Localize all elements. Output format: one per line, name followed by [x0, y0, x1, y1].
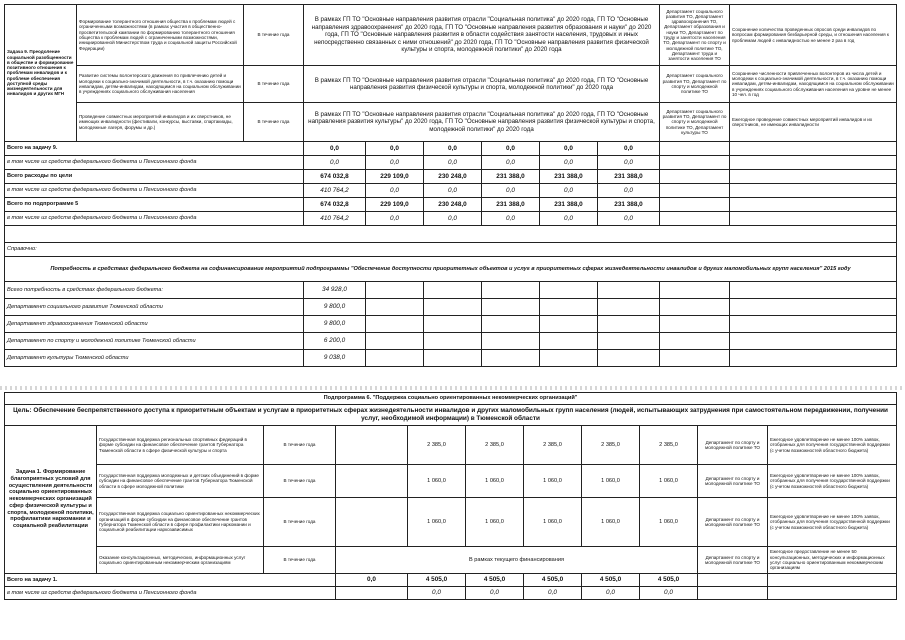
value-cell: 2 385,0: [524, 426, 582, 465]
empty-cell: [598, 299, 660, 316]
need-header-row: [5, 257, 897, 282]
value-cell: 1 060,0: [524, 465, 582, 498]
value-cell: 2 385,0: [640, 426, 698, 465]
need-row: [5, 333, 897, 350]
value-cell: 2 385,0: [408, 426, 466, 465]
need-header: Потребность в средствах федерального бюджета на софинансирование мероприятий подпрограммы "Обеспечение доступности приоритетных объектов и услуг в приоритетных сферах жизнедеятельности инвалидов и других маломобильных групп населения" 2015 году: [5, 257, 897, 282]
total-value: 0,0: [540, 142, 598, 156]
empty-cell: [424, 333, 482, 350]
total-label: Всего по подпрограмме 5: [5, 198, 304, 212]
empty-cell: [482, 282, 540, 299]
need-row: [5, 316, 897, 333]
result-cell: Ежегодное предоставление не менее 50 консультационных, методических и информационных услуг социально ориентированным некоммерческим организациям: [768, 547, 897, 574]
table-row: [5, 465, 897, 498]
total-value: 229 109,0: [366, 170, 424, 184]
empty-cell: [482, 333, 540, 350]
value-cell: 1 060,0: [466, 465, 524, 498]
total-value: 4 505,0: [524, 574, 582, 587]
total-value: 0,0: [466, 587, 524, 600]
empty-cell: [730, 350, 897, 367]
empty-cell: [424, 350, 482, 367]
total-value: 0,0: [408, 587, 466, 600]
table-row: [5, 5, 897, 66]
total-value: 231 388,0: [540, 170, 598, 184]
total-value: 0,0: [598, 212, 660, 226]
empty-cell: [730, 142, 897, 156]
need-row: [5, 282, 897, 299]
total-value: [336, 587, 408, 600]
need-value: 9 038,0: [304, 350, 366, 367]
scan-artifact: [0, 386, 905, 390]
total-value: 0,0: [582, 587, 640, 600]
activity-cell: Развитие системы волонтерского движения по привлечению детей и молодежи к социально-значимой деятельности, в т.ч. оказанию помощи инвалидам, детям-инвалидам, находящимся на социальном обслуживании в учреждениях социального обслуживания населения: [77, 66, 244, 103]
total-value: 0,0: [304, 142, 366, 156]
task-cell: Задача 1. Формирование благоприятных условий для осуществления деятельности социально ориентированных некоммерческих организаций сфер физической культуры и спорта, молодежной политики, профилактики наркомании и социальной реабилитации: [5, 426, 97, 574]
empty-cell: [660, 316, 730, 333]
spacer-cell: [5, 226, 897, 243]
empty-cell: [660, 282, 730, 299]
empty-cell: [660, 142, 730, 156]
total-label: Всего на задачу 1.: [5, 574, 336, 587]
need-value: 6 200,0: [304, 333, 366, 350]
empty-cell: [730, 198, 897, 212]
total-value: 231 388,0: [540, 198, 598, 212]
result-cell: Ежегодное удовлетворение не менее 100% заявок, отобранных для получения государственной поддержки (с учетом возможностей областного бюджета): [768, 426, 897, 465]
value-cell: 1 060,0: [524, 498, 582, 547]
total-row: [5, 587, 897, 600]
empty-cell: [698, 587, 768, 600]
executor-cell: Департамент социального развития ТО, Департамент по спорту и молодежной политике ТО: [660, 66, 730, 103]
empty-cell: [598, 282, 660, 299]
need-row: [5, 350, 897, 367]
total-value: 674 032,8: [304, 170, 366, 184]
result-cell: Сохранение численности привлеченных волонтеров из числа детей и молодежи к социально-значимой деятельности, в т.ч. оказанию помощи инвалидам, детям-инвалидам, находящимся на социальном обслуживании в учреждениях социального обслуживания населения на уровне не менее 10 чел. в год: [730, 66, 897, 103]
empty-cell: [730, 184, 897, 198]
total-value: 230 248,0: [424, 198, 482, 212]
activity-cell: Оказание консультационных, методических, информационных услуг социально ориентированным некоммерческим организациям: [97, 547, 264, 574]
goal-text: Цель: Обеспечение беспрепятственного доступа к приоритетным объектам и услугам в приоритетных сферах жизнедеятельности инвалидов и других маломобильных групп населения (людей, испытывающих затруднения при самостоятельном передвижении, получении услуг, необходимой информации) в Тюменской области: [5, 405, 897, 426]
table-row: [5, 426, 897, 465]
total-value: 231 388,0: [598, 170, 660, 184]
total-value: 0,0: [482, 212, 540, 226]
empty-cell: [768, 587, 897, 600]
total-row: [5, 142, 897, 156]
total-value: 0,0: [598, 142, 660, 156]
total-value: 0,0: [424, 142, 482, 156]
total-label: Всего на задачу 9.: [5, 142, 304, 156]
total-value: 0,0: [540, 212, 598, 226]
activity-cell: Государственная поддержка молодежных и детских объединений в форме субсидии на финансовое обеспечение грантов Губернатора Тюменской области в сфере молодежной политики: [97, 465, 264, 498]
empty-cell: [424, 299, 482, 316]
empty-cell: [730, 316, 897, 333]
program-cell: В рамках ГП ТО "Основные направления развития отрасли "Социальная политика" до 2020 года, ГП ТО "Основные направления здравоохранения" до 2020 года, ГП ТО "Основные направления развития образования и науки" до 2020 года, ГП ТО "Основные направления развития в области содействия занятости населения, трудовых и иных непосредственно связанных с ними отношений" до 2020 года, ГП ТО "Основные направления развития физической культуры и спорта, молодежной политики" до 2020 года: [304, 5, 660, 66]
empty-cell: [660, 212, 730, 226]
total-row: [5, 170, 897, 184]
empty-cell: [540, 299, 598, 316]
empty-cell: [598, 350, 660, 367]
need-value: 34 928,0: [304, 282, 366, 299]
empty-cell: [482, 316, 540, 333]
empty-cell: [660, 170, 730, 184]
result-cell: Ежегодное удовлетворение не менее 100% заявок, отобранных для получения государственной поддержки (с учетом возможностей областного бюджета): [768, 498, 897, 547]
total-label: в том числе из средств федерального бюджета и Пенсионного фонда: [5, 212, 304, 226]
total-value: 230 248,0: [424, 170, 482, 184]
total-value: 0,0: [424, 184, 482, 198]
empty-cell: [366, 316, 424, 333]
total-row: [5, 184, 897, 198]
subprogram-row: [5, 393, 897, 405]
empty-cell: [482, 299, 540, 316]
spacer-row: [5, 226, 897, 243]
task-cell: Задача 9. Преодоление социальной разобщенности в обществе и формирование позитивного отношения к проблемам инвалидов и к проблеме обеспечения доступной среды жизнедеятельности для инвалидов и других МГН: [5, 5, 77, 142]
need-label: Департамент социального развития Тюменской области: [5, 299, 304, 316]
total-value: 4 505,0: [408, 574, 466, 587]
total-value: 0,0: [540, 184, 598, 198]
empty-cell: [730, 333, 897, 350]
empty-cell: [698, 574, 768, 587]
total-value: 0,0: [482, 156, 540, 170]
value-cell: 1 060,0: [408, 465, 466, 498]
empty-cell: [730, 282, 897, 299]
subprogram5-table: [4, 4, 897, 367]
total-value: 0,0: [640, 587, 698, 600]
empty-cell: [366, 282, 424, 299]
empty-cell: [540, 333, 598, 350]
total-value: 4 505,0: [466, 574, 524, 587]
term-cell: В течение года: [244, 103, 304, 142]
need-row: [5, 299, 897, 316]
empty-cell: [660, 299, 730, 316]
total-value: 0,0: [598, 184, 660, 198]
empty-cell: [660, 184, 730, 198]
total-value: 0,0: [366, 156, 424, 170]
total-value: 0,0: [366, 184, 424, 198]
executor-cell: Департамент по спорту и молодежной политике ТО: [698, 547, 768, 574]
executor-cell: Департамент социального развития ТО, Департамент здравоохранения ТО, Департамент образования и науки ТО, Департамент по труду и занятости населения ТО, Департамент по спорту и молодежной политике ТО, Департамент труда и занятости населения ТО: [660, 5, 730, 66]
total-value: 0,0: [366, 212, 424, 226]
empty-cell: [660, 350, 730, 367]
empty-cell: [366, 299, 424, 316]
empty-cell: [336, 465, 408, 498]
need-value: 9 800,0: [304, 299, 366, 316]
empty-cell: [540, 316, 598, 333]
total-value: 0,0: [424, 212, 482, 226]
value-cell: 2 385,0: [582, 426, 640, 465]
result-cell: Сохранение количества проведенных опросов среди инвалидов по вопросам формирования безбарьерной среды, и отношения населения к проблемам людей с инвалидностью не менее 2 раз в год: [730, 5, 897, 66]
empty-cell: [730, 156, 897, 170]
total-value: 410 764,2: [304, 184, 366, 198]
activity-cell: Государственная поддержка региональных спортивных федераций в форме субсидии на финансовое обеспечение грантов Губернатора Тюменской области в сфере физической культуры и спорта: [97, 426, 264, 465]
empty-cell: [660, 198, 730, 212]
empty-cell: [730, 170, 897, 184]
total-value: 4 505,0: [582, 574, 640, 587]
empty-cell: [424, 282, 482, 299]
ref-label: Справочно:: [5, 243, 897, 257]
total-value: 0,0: [598, 156, 660, 170]
value-cell: 1 060,0: [408, 498, 466, 547]
value-cell: 1 060,0: [582, 465, 640, 498]
need-label: Всего потребность в средствах федерального бюджета:: [5, 282, 304, 299]
empty-cell: [598, 333, 660, 350]
total-value: 410 764,2: [304, 212, 366, 226]
total-value: 231 388,0: [598, 198, 660, 212]
table-row: [5, 103, 897, 142]
total-row: [5, 212, 897, 226]
total-value: 0,0: [540, 156, 598, 170]
activity-cell: Формирование толерантного отношения общества к проблемам людей с ограниченными возможностями (в рамках участия в общественно-просветительской кампании по формированию толерантного отношения общества к проблемам людей с ограниченными возможностями, инициированной Министерством труда и социальной защиты Российской Федерации): [77, 5, 244, 66]
term-cell: В течение года: [264, 547, 336, 574]
value-cell: 1 060,0: [640, 465, 698, 498]
term-cell: В течение года: [264, 465, 336, 498]
total-value: 0,0: [366, 142, 424, 156]
term-cell: В течение года: [244, 66, 304, 103]
empty-cell: [424, 316, 482, 333]
total-value: 674 032,8: [304, 198, 366, 212]
goal-row: [5, 405, 897, 426]
empty-cell: [540, 282, 598, 299]
term-cell: В течение года: [264, 498, 336, 547]
total-value: 0,0: [424, 156, 482, 170]
empty-cell: [768, 574, 897, 587]
ref-row: [5, 243, 897, 257]
subprogram-title: Подпрограмма 6. "Поддержка социально ориентированных некоммерческих организаций": [5, 393, 897, 405]
value-cell: 2 385,0: [466, 426, 524, 465]
total-value: 229 109,0: [366, 198, 424, 212]
value-cell: 1 060,0: [582, 498, 640, 547]
total-value: 0,0: [482, 142, 540, 156]
total-row: [5, 156, 897, 170]
total-row: [5, 198, 897, 212]
empty-cell: [336, 498, 408, 547]
total-value: 0,0: [524, 587, 582, 600]
result-cell: Ежегодное удовлетворение не менее 100% заявок, отобранных для получения государственной поддержки (с учетом возможностей областного бюджета): [768, 465, 897, 498]
need-value: 9 800,0: [304, 316, 366, 333]
subprogram6-table: [4, 392, 897, 600]
total-label: в том числе из средств федерального бюджета и Пенсионного фонда: [5, 184, 304, 198]
total-value: 0,0: [336, 574, 408, 587]
total-value: 0,0: [304, 156, 366, 170]
total-label: в том числе из средств федерального бюджета и Пенсионного фонда: [5, 156, 304, 170]
value-cell: 1 060,0: [466, 498, 524, 547]
empty-cell: [598, 316, 660, 333]
total-value: 231 388,0: [482, 170, 540, 184]
executor-cell: Департамент по спорту и молодежной политике ТО: [698, 498, 768, 547]
value-cell: 1 060,0: [640, 498, 698, 547]
need-label: Департамент здравоохранения Тюменской области: [5, 316, 304, 333]
table-row: [5, 547, 897, 574]
empty-cell: [660, 156, 730, 170]
empty-cell: [366, 333, 424, 350]
executor-cell: Департамент по спорту и молодежной политике ТО: [698, 465, 768, 498]
total-label: в том числе из средств федерального бюджета и Пенсионного фонда: [5, 587, 336, 600]
result-cell: Ежегодное проведение совместных мероприятий инвалидов и их сверстников, не имеющих инвалидности: [730, 103, 897, 142]
term-cell: В течение года: [244, 5, 304, 66]
empty-cell: [730, 299, 897, 316]
program-cell: В рамках ГП ТО "Основные направления развития отрасли "Социальная политика" до 2020 года, ГП ТО "Основные направления развития культуры" до 2020 года, ГП ТО "Основные направления развития физической культуры и спорта, молодежной политики" до 2020 года: [304, 103, 660, 142]
empty-cell: [730, 212, 897, 226]
empty-cell: [660, 333, 730, 350]
empty-cell: [336, 426, 408, 465]
total-label: Всего расходы по цели: [5, 170, 304, 184]
empty-cell: [482, 350, 540, 367]
total-value: 0,0: [482, 184, 540, 198]
total-value: 231 388,0: [482, 198, 540, 212]
activity-cell: Государственная поддержка социально ориентированных некоммерческих организаций в форме субсидии на финансовое обеспечение грантов Губернатора Тюменской области в сфере профилактики наркомании и социальной реабилитации наркозависимых: [97, 498, 264, 547]
program-cell: В рамках ГП ТО "Основные направления развития отрасли "Социальная политика" до 2020 года, ГП ТО "Основные направления развития физической культуры и спорта, молодежной политики" до 2020 года: [304, 66, 660, 103]
total-value: 4 505,0: [640, 574, 698, 587]
empty-cell: [366, 350, 424, 367]
table-row: [5, 498, 897, 547]
total-row: [5, 574, 897, 587]
need-label: Департамент культуры Тюменской области: [5, 350, 304, 367]
table-row: [5, 66, 897, 103]
executor-cell: Департамент по спорту и молодежной политике ТО: [698, 426, 768, 465]
activity-cell: Проведение совместных мероприятий инвалидов и их сверстников, не имеющих инвалидности (фестивали, конкурсы, выставки, спартакиады, молодежные лагеря, форумы и др.): [77, 103, 244, 142]
term-cell: В течение года: [264, 426, 336, 465]
executor-cell: Департамент социального развития ТО, Департамент по спорту и молодежной политике ТО, Департамент культуры ТО: [660, 103, 730, 142]
empty-cell: [540, 350, 598, 367]
need-label: Департамент по спорту и молодежной политике Тюменской области: [5, 333, 304, 350]
program-cell: В рамках текущего финансирования: [336, 547, 698, 574]
